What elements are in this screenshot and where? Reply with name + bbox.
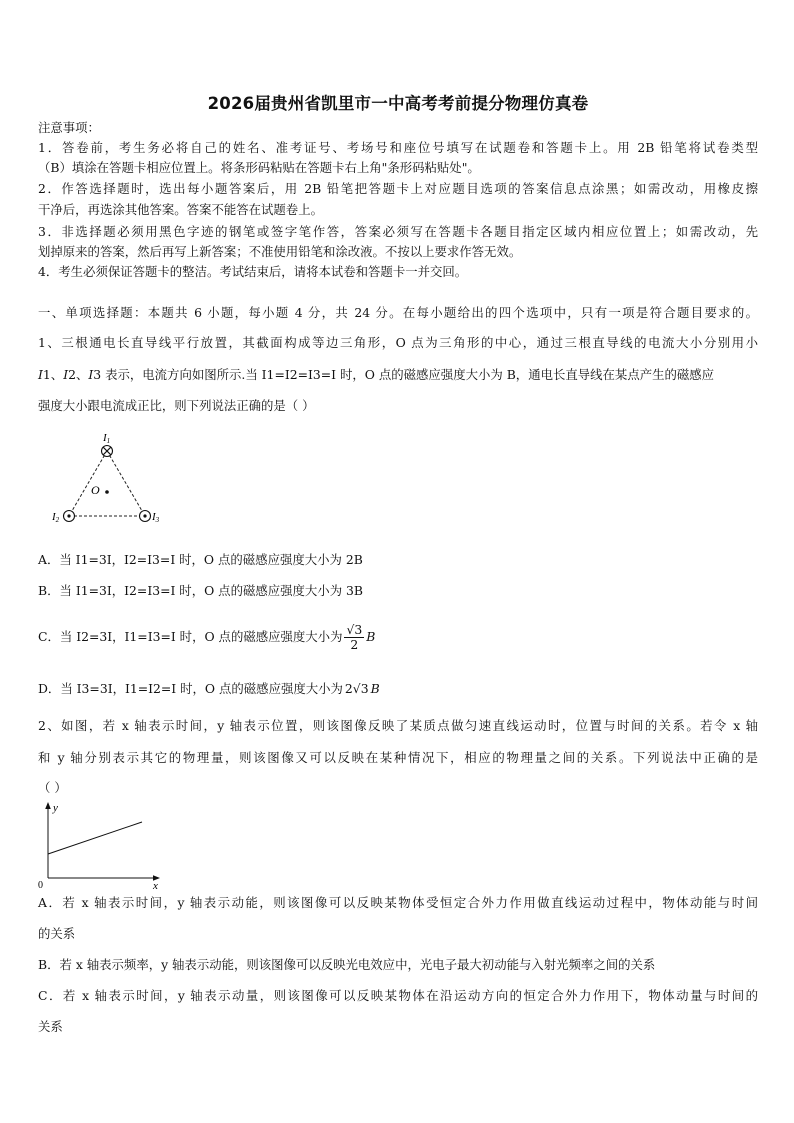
- notice-item-1a: 1．答卷前，考生务必将自己的姓名、准考证号、考场号和座位号填写在试题卷和答题卡上。用 2B 铅笔将试卷类型: [38, 140, 758, 155]
- notice-heading: 注意事项：: [38, 120, 100, 135]
- q2-stem-line1: 2、如图，若 x 轴表示时间，y 轴表示位置，则该图像反映了某质点做匀速直线运动时，位置与时间的关系。若令 x 轴: [38, 718, 758, 733]
- q2-option-a-line2: 的关系: [38, 926, 76, 941]
- line-graph-figure: [32, 798, 172, 890]
- notice-item-4: 4．考生必须保证答题卡的整洁。考试结束后，请将本试卷和答题卡一并交回。: [38, 264, 468, 279]
- q1-option-b: B．当 I1=3I，I2=I3=I 时，O 点的磁感应强度大小为 3B: [38, 583, 364, 598]
- q2-option-a-line1: A．若 x 轴表示时间，y 轴表示动能，则该图像可以反映某物体受恒定合外力作用做直线运动过程中，物体动能与时间: [38, 895, 758, 910]
- q2-option-c-line1: C．若 x 轴表示时间，y 轴表示动量，则该图像可以反映某物体在沿运动方向的恒定合外力作用下，物体动量与时间的: [38, 988, 758, 1003]
- notice-item-2a: 2．作答选择题时，选出每小题答案后，用 2B 铅笔把答题卡上对应题目选项的答案信息点涂黑；如需改动，用橡皮擦: [38, 181, 758, 196]
- q2-option-c-line2: 关系: [38, 1019, 63, 1034]
- graph-line: [48, 822, 142, 854]
- q1-option-a: A．当 I1=3I，I2=I3=I 时，O 点的磁感应强度大小为 2B: [38, 552, 363, 567]
- section-heading: 一、单项选择题：本题共 6 小题，每小题 4 分，共 24 分。在每小题给出的四个选项中，只有一项是符合题目要求的。: [38, 305, 758, 320]
- axis-label-x: x: [153, 880, 158, 890]
- fraction-sqrt3-over-2: $\frac{√3}{2}$: [346, 622, 363, 652]
- q1-stem-line2: I1、I2、I3 表示，电流方向如图所示.当 I1=I2=I3=I 时，O 点的磁感应强度大小为 B，通电长直导线在某点产生的磁感应: [38, 367, 715, 382]
- label-i3: I3: [152, 511, 160, 524]
- triangle-wires-figure: [48, 428, 188, 534]
- q1-option-d: D．当 I3=3I，I1=I2=I 时，O 点的磁感应强度大小为 2√3 B: [38, 681, 380, 696]
- q1-option-c: C．当 I2=3I，I1=I3=I 时，O 点的磁感应强度大小为 $\frac{√3}{2}$ B: [38, 622, 376, 652]
- q1-stem-line3: 强度大小跟电流成正比，则下列说法正确的是（ ）: [38, 398, 315, 413]
- notice-item-3b: 划掉原来的答案，然后再写上新答案；不准使用铅笔和涂改液。不按以上要求作答无效。: [38, 244, 522, 259]
- page-title: 2026届贵州省凯里市一中高考考前提分物理仿真卷: [207, 94, 589, 113]
- axis-label-y: y: [53, 802, 58, 814]
- notice-item-2b: 干净后，再选涂其他答案。答案不能答在试题卷上。: [38, 202, 323, 217]
- origin-label: 0: [38, 880, 43, 890]
- q2-stem-line2: 和 y 轴分别表示其它的物理量，则该图像又可以反映在某种情况下，相应的物理量之间的关系。下列说法中正确的是: [38, 750, 758, 765]
- label-i2: I2: [52, 511, 60, 524]
- q2-stem-line3: （ ）: [38, 780, 67, 795]
- q2-option-b: B．若 x 轴表示频率，y 轴表示动能，则该图像可以反映光电效应中，光电子最大初动能与入射光频率之间的关系: [38, 957, 656, 972]
- notice-item-1b: （B）填涂在答题卡相应位置上。将条形码粘贴在答题卡右上角"条形码粘贴处"。: [38, 160, 480, 175]
- notice-item-3a: 3．非选择题必须用黑色字迹的钢笔或签字笔作答，答案必须写在答题卡各题目指定区域内相应位置上；如需改动，先: [38, 224, 758, 239]
- label-o: O: [91, 483, 100, 497]
- q1-stem-line1: 1、三根通电长直导线平行放置，其截面构成等边三角形，O 点为三角形的中心，通过三根直导线的电流大小分别用小: [38, 335, 758, 350]
- label-i1: I1: [103, 432, 111, 445]
- center-point-o: [105, 490, 109, 494]
